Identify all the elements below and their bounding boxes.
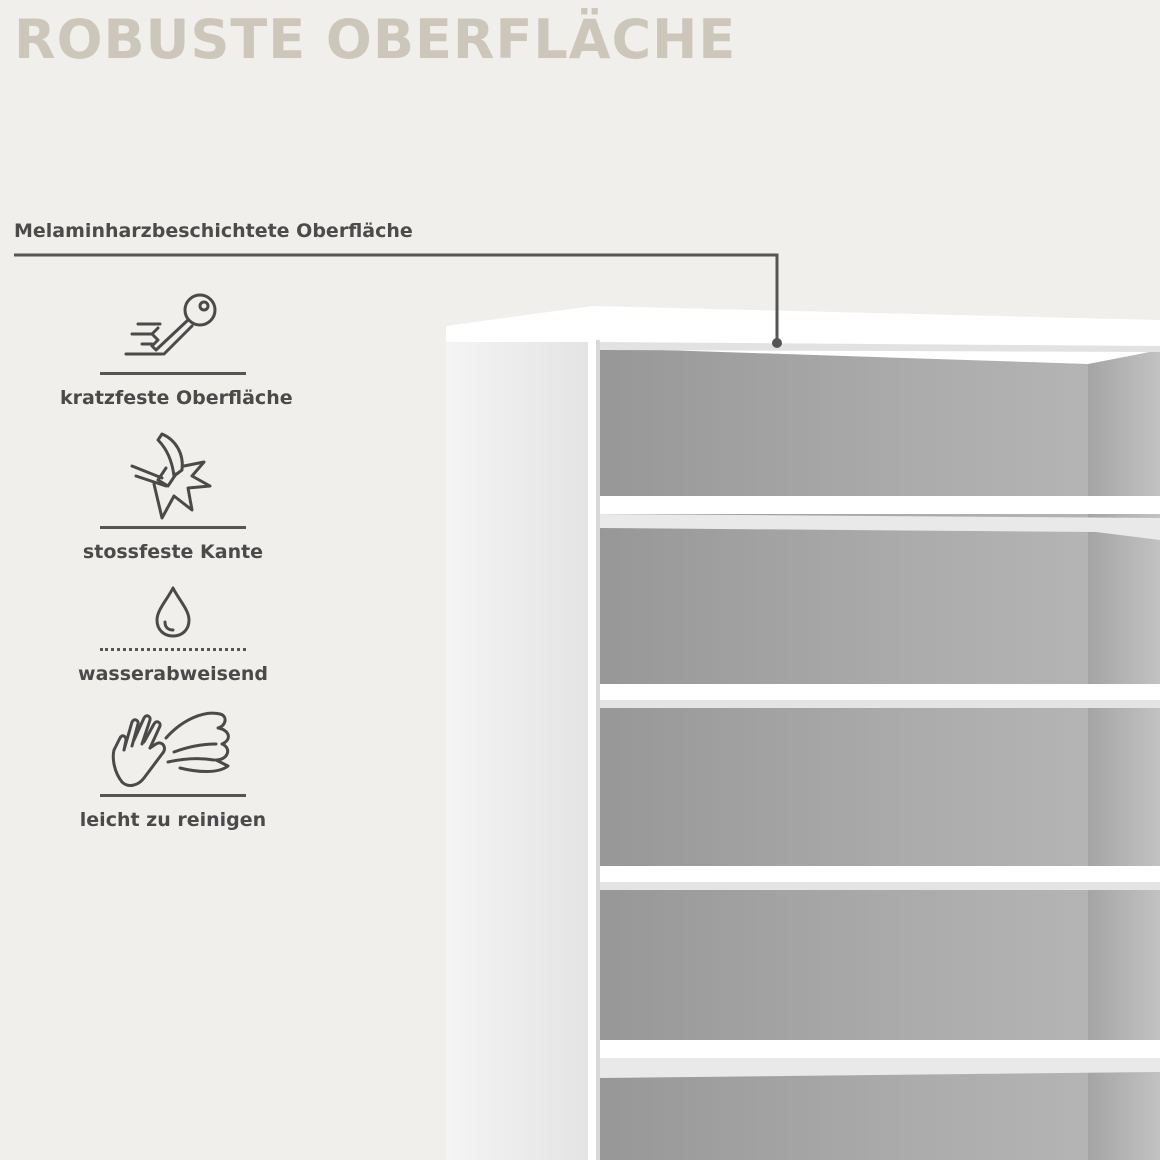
page-title: ROBUSTE OBERFLÄCHE	[14, 8, 737, 71]
callout-label: Melaminharzbeschichtete Oberfläche	[14, 220, 413, 242]
feature-label: stossfeste Kante	[82, 541, 264, 563]
water-drop-icon	[143, 586, 203, 638]
feature-label: wasserabweisend	[78, 663, 268, 685]
key-scratch-icon	[118, 288, 228, 358]
feature-scratch-resistant	[60, 288, 293, 409]
feature-easy-clean	[60, 708, 286, 831]
feature-label: kratzfeste Oberfläche	[60, 387, 293, 409]
hammer-impact-icon	[118, 430, 228, 520]
feature-impact-resistant	[60, 430, 286, 563]
feature-water-repellent	[60, 586, 286, 685]
feature-label: leicht zu reinigen	[79, 809, 267, 831]
hand-wipe-icon	[108, 708, 238, 788]
